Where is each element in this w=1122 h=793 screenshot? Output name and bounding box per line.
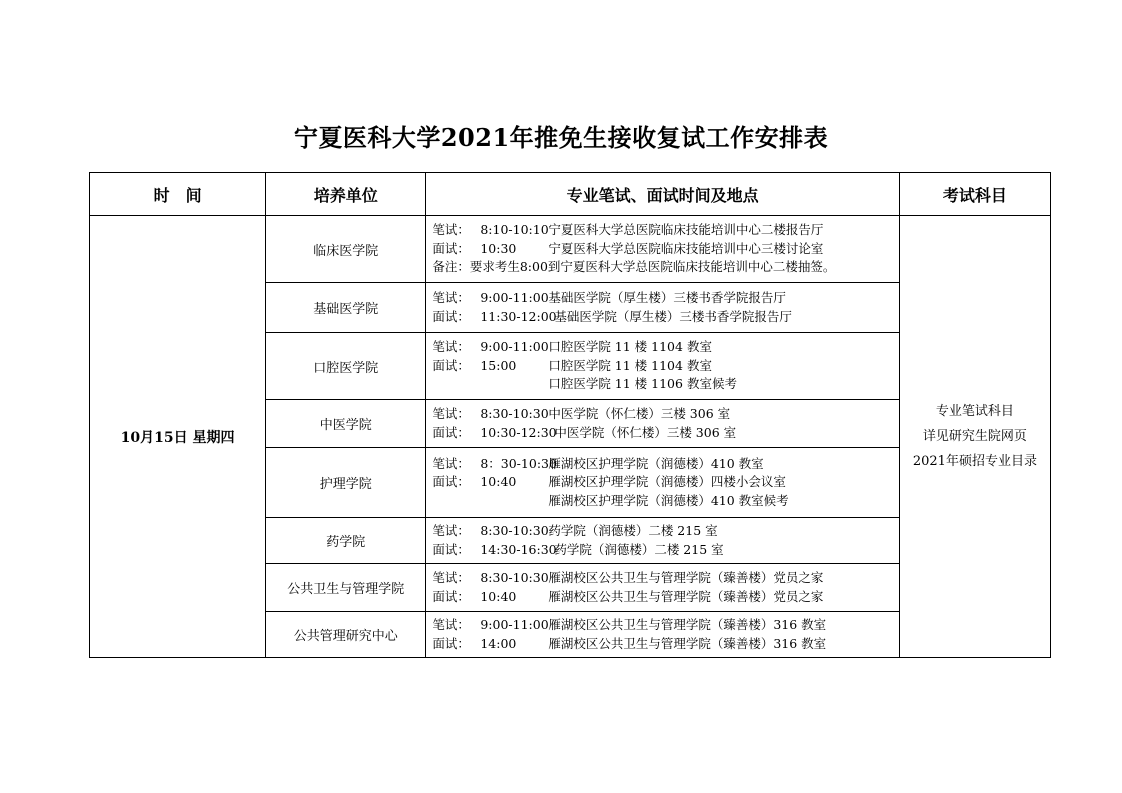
exam-time: 8:30-10:30	[480, 523, 549, 538]
exam-type-label: 笔试：	[432, 617, 470, 632]
exam-location: 宁夏医科大学总医院临床技能培训中心二楼报告厅	[548, 222, 824, 238]
exam-time: 8:30-10:30	[480, 570, 549, 585]
exam-location: 中医学院（怀仁楼）三楼 306 室	[554, 424, 737, 440]
exam-type-label: 笔试：	[432, 290, 470, 305]
schedule-cell	[426, 216, 899, 283]
unit-name: 药学院	[266, 518, 426, 564]
schedule-cell	[426, 283, 899, 333]
schedule-cell	[426, 448, 899, 518]
exam-time: 10:30	[480, 240, 517, 256]
header-unit: 培养单位	[266, 173, 426, 216]
exam-location: 雁湖校区护理学院（润德楼）四楼小会议室	[548, 474, 786, 490]
exam-time: 8：30-10:30	[480, 455, 557, 471]
unit-name: 护理学院	[266, 448, 426, 518]
exam-time	[480, 375, 548, 394]
exam-type-label: 面试：	[432, 588, 470, 604]
schedule-line	[432, 308, 898, 327]
unit-name: 中医学院	[266, 400, 426, 448]
schedule-line	[432, 473, 898, 492]
exam-time: 9:00-11:00	[480, 339, 549, 355]
exam-time: 15:00	[480, 357, 517, 373]
schedule-line	[432, 588, 898, 607]
exam-location: 雁湖校区公共卫生与管理学院（臻善楼）316 教室	[548, 617, 827, 632]
exam-type-label: 面试：	[432, 635, 470, 651]
exam-location: 中医学院（怀仁楼）三楼 306 室	[548, 406, 731, 421]
document-title: 宁夏医科大学2021年推免生接收复试工作安排表	[293, 123, 829, 152]
exam-type-label	[432, 492, 480, 511]
schedule-line	[432, 424, 898, 443]
exam-time: 10:40	[480, 588, 517, 604]
exam-time: 10:40	[480, 474, 517, 490]
schedule-cell	[426, 518, 899, 564]
schedule-line	[432, 635, 898, 654]
exam-location: 雁湖校区护理学院（润德楼）410 教室	[548, 455, 764, 471]
exam-time: 11:30-12:00	[480, 308, 557, 324]
exam-subject-line: 2021年硕招专业目录	[912, 454, 1037, 469]
exam-type-label: 笔试：	[432, 222, 470, 238]
exam-location: 雁湖校区护理学院（润德楼）410 教室候考	[548, 492, 789, 508]
exam-location: 雁湖校区公共卫生与管理学院（臻善楼）316 教室	[548, 635, 827, 651]
table-header-row	[90, 173, 1051, 216]
schedule-cell	[426, 564, 899, 612]
exam-time: 8:10-10:10	[480, 222, 549, 238]
exam-type-label: 面试：	[432, 424, 470, 440]
exam-location: 口腔医学院 11 楼 1104 教室	[548, 339, 712, 355]
schedule-line	[432, 221, 898, 240]
exam-subject-line: 专业笔试科目	[935, 404, 1014, 419]
exam-time: 8:30-10:30	[480, 406, 549, 421]
header-schedule: 专业笔试、面试时间及地点	[426, 173, 899, 216]
unit-name: 口腔医学院	[266, 333, 426, 400]
exam-type-label: 面试：	[432, 541, 470, 557]
exam-time: 9:00-11:00	[480, 617, 549, 632]
schedule-line	[432, 522, 898, 541]
unit-name: 临床医学院	[266, 216, 426, 283]
exam-type-label: 笔试：	[432, 455, 470, 471]
exam-subject	[899, 216, 1050, 658]
header-time: 时 间	[90, 173, 266, 216]
schedule-line	[432, 338, 898, 357]
exam-location: 雁湖校区公共卫生与管理学院（臻善楼）党员之家	[548, 588, 824, 604]
exam-location: 口腔医学院 11 楼 1106 教室候考	[548, 376, 737, 392]
exam-type-label: 笔试：	[432, 523, 470, 538]
schedule-line	[432, 541, 898, 560]
schedule-line	[432, 289, 898, 308]
schedule-line	[432, 455, 898, 474]
schedule-cell	[426, 612, 899, 658]
schedule-line	[432, 569, 898, 588]
exam-time: 14:30-16:30	[480, 541, 557, 557]
unit-name: 公共卫生与管理学院	[266, 564, 426, 612]
unit-name: 基础医学院	[266, 283, 426, 333]
exam-type-label	[432, 375, 480, 394]
schedule-line	[432, 375, 898, 394]
exam-location: 药学院（润德楼）二楼 215 室	[548, 523, 718, 538]
exam-location: 药学院（润德楼）二楼 215 室	[554, 541, 724, 557]
exam-type-label: 面试：	[432, 474, 470, 490]
schedule-line	[432, 492, 898, 511]
schedule-line	[432, 405, 898, 424]
exam-location: 雁湖校区公共卫生与管理学院（臻善楼）党员之家	[548, 570, 824, 585]
table-row	[90, 216, 1051, 283]
schedule-table	[89, 172, 1051, 658]
exam-time	[480, 492, 548, 511]
schedule-line	[432, 616, 898, 635]
table-body	[90, 216, 1051, 658]
exam-location: 基础医学院（厚生楼）三楼书香学院报告厅	[548, 290, 786, 305]
schedule-line	[432, 357, 898, 376]
exam-type-label: 面试：	[432, 240, 470, 256]
exam-type-label: 面试：	[432, 308, 470, 324]
unit-name: 公共管理研究中心	[266, 612, 426, 658]
exam-type-label: 笔试：	[432, 339, 470, 355]
exam-type-label: 笔试：	[432, 570, 470, 585]
exam-date: 10月15日 星期四	[90, 216, 266, 658]
schedule-cell	[426, 333, 899, 400]
exam-time: 9:00-11:00	[480, 290, 549, 305]
exam-location: 基础医学院（厚生楼）三楼书香学院报告厅	[554, 308, 792, 324]
exam-type-label: 面试：	[432, 357, 470, 373]
exam-location: 口腔医学院 11 楼 1104 教室	[548, 357, 712, 373]
exam-time: 10:30-12:30	[480, 424, 557, 440]
schedule-line	[432, 240, 898, 259]
header-subject: 考试科目	[899, 173, 1050, 216]
exam-location: 宁夏医科大学总医院临床技能培训中心三楼讨论室	[548, 240, 824, 256]
exam-type-label: 笔试：	[432, 406, 470, 421]
schedule-note: 备注：要求考生8:00到宁夏医科大学总医院临床技能培训中心二楼抽签。	[432, 259, 836, 275]
exam-time: 14:00	[480, 635, 517, 651]
exam-subject-line: 详见研究生院网页	[922, 429, 1027, 444]
schedule-cell	[426, 400, 899, 448]
